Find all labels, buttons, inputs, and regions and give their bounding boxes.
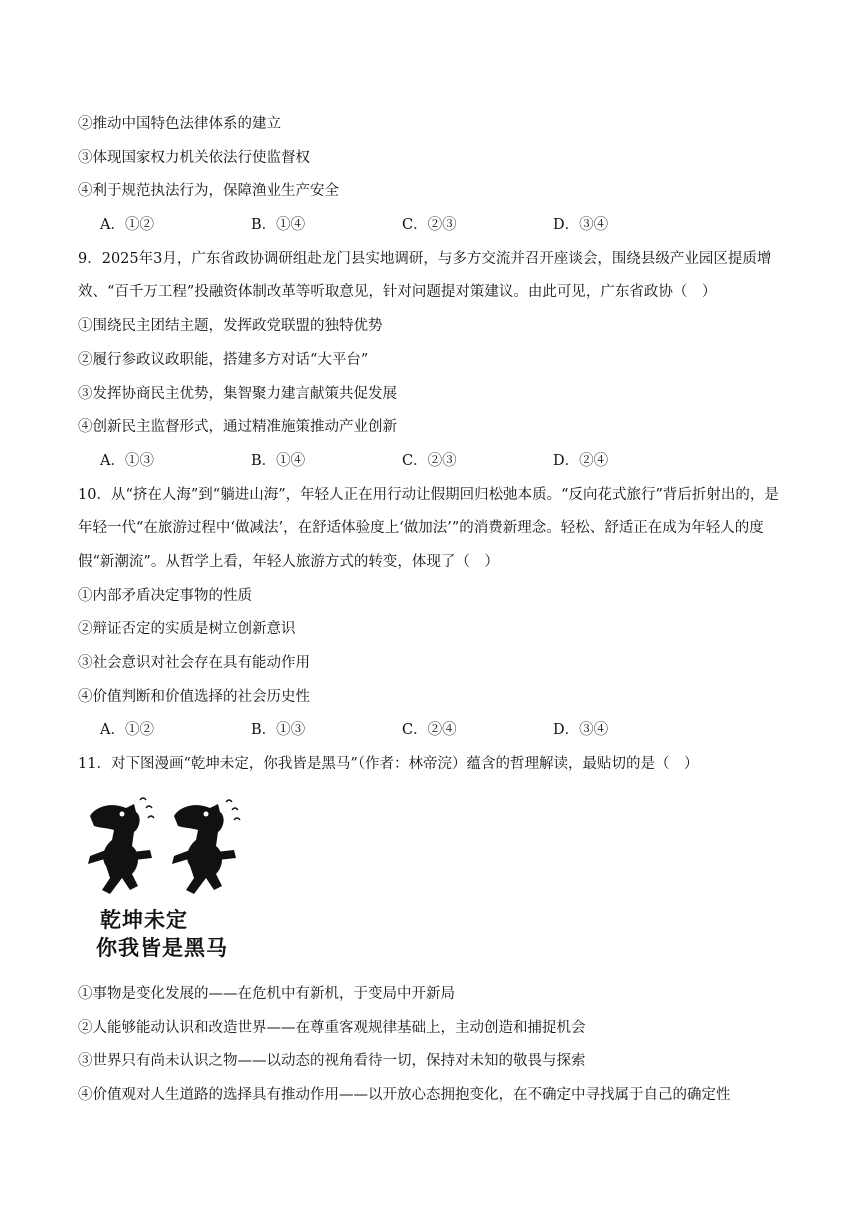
- q10-option-1: ①内部矛盾决定事物的性质: [78, 587, 252, 604]
- q9-option-3: ③发挥协商民主优势，集智聚力建言献策共促发展: [78, 385, 397, 402]
- q10-choice-b[interactable]: B．①③: [251, 722, 306, 739]
- q11-stem: 11．对下图漫画“乾坤未定，你我皆是黑马”（作者：林帝浣）蕴含的哲理解读，最贴切的是（ ）: [78, 756, 699, 773]
- q8-choice-c[interactable]: C．②③: [402, 217, 457, 234]
- q8-option-2: ②推动中国特色法律体系的建立: [78, 116, 281, 132]
- q11-option-2: ②人能够能动认识和改造世界——在尊重客观规律基础上，主动创造和捕捉机会: [78, 1019, 586, 1036]
- q10-choice-a[interactable]: A．①②: [100, 722, 154, 739]
- q10-stem: 10．从“挤在人海”到“躺进山海”，年轻人正在用行动让假期回归松弛本质。“反向花式旅行”背后折射出的，是年轻一代“在旅游过程中‘做减法’，在舒适体验度上‘做加法’”的消费新理念。轻松、舒适正在成为年轻人的度假“新潮流”。从哲学上看，年轻人旅游方式的转变，体现了（ ）: [78, 486, 779, 570]
- q8-choice-a[interactable]: A．①②: [100, 217, 154, 234]
- black-horses-cartoon: [82, 794, 252, 974]
- q9-stem: 9．2025年3月，广东省政协调研组赴龙门县实地调研，与多方交流并召开座谈会，围绕县级产业园区提质增效、“百千万工程”投融资体制改革等听取意见，针对问题提对策建议。由此可见，广东省政协（ ）: [78, 250, 772, 301]
- exam-page: [78, 108, 788, 1113]
- q11-option-3: ③世界只有尚未认识之物——以动态的视角看待一切，保持对未知的敬畏与探索: [78, 1053, 586, 1070]
- q10-choice-d[interactable]: D．③④: [553, 722, 609, 739]
- q9-choice-d[interactable]: D．②④: [553, 452, 609, 469]
- q9-option-1: ①围绕民主团结主题，发挥政党联盟的独特优势: [78, 318, 383, 335]
- q9-choice-a[interactable]: A．①③: [100, 452, 154, 469]
- q8-choice-d[interactable]: D．③④: [553, 217, 609, 234]
- q10-option-3: ③社会意识对社会存在具有能动作用: [78, 655, 310, 672]
- cartoon-caption-line-1: 乾坤未定: [100, 907, 188, 932]
- q9-choice-c[interactable]: C．②③: [402, 452, 457, 469]
- cartoon-caption: [82, 906, 252, 962]
- q9-choice-b[interactable]: B．①④: [251, 452, 306, 469]
- q10-answer-choices: [78, 714, 788, 748]
- q8-option-4: ④利于规范执法行为，保障渔业生产安全: [78, 183, 339, 200]
- q9-answer-choices: [78, 445, 788, 479]
- q10-option-2: ②辩证否定的实质是树立创新意识: [78, 621, 296, 638]
- q11-option-4: ④价值观对人生道路的选择具有推动作用——以开放心态拥抱变化，在不确定中寻找属于自己的确定性: [78, 1086, 731, 1103]
- q10-choice-c[interactable]: C．②④: [402, 722, 457, 739]
- running-horses-icon: [82, 794, 252, 906]
- cartoon-caption-line-2: 你我皆是黑马: [96, 935, 228, 960]
- q11-option-1: ①事物是变化发展的——在危机中有新机，于变局中开新局: [78, 985, 455, 1002]
- q8-option-3: ③体现国家权力机关依法行使监督权: [78, 149, 310, 166]
- q8-choice-b[interactable]: B．①④: [251, 217, 306, 234]
- q8-answer-choices: [78, 209, 788, 243]
- q9-option-2: ②履行参政议政职能，搭建多方对话“大平台”: [78, 351, 369, 368]
- q10-option-4: ④价值判断和价值选择的社会历史性: [78, 688, 310, 705]
- q9-option-4: ④创新民主监督形式，通过精准施策推动产业创新: [78, 419, 397, 436]
